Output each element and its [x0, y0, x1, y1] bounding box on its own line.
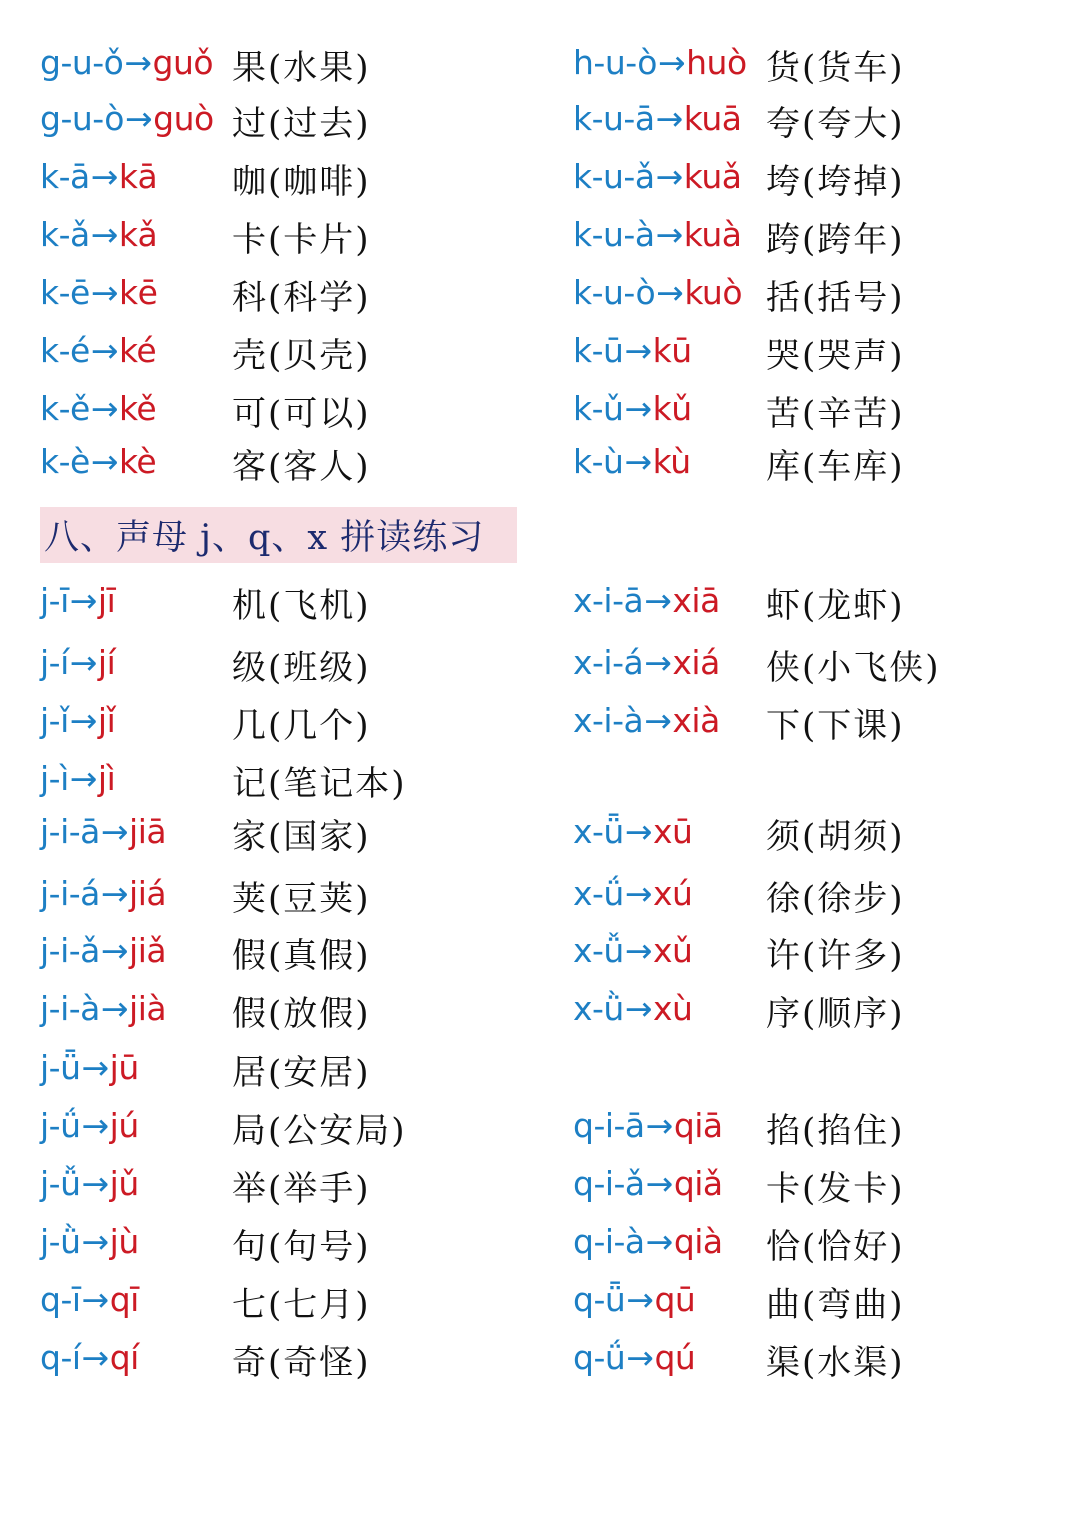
pinyin-spelling — [40, 1048, 139, 1087]
combined-syllable: kè — [118, 441, 157, 481]
combined-syllable: qiā — [673, 1105, 723, 1145]
combined-syllable: jī — [97, 580, 116, 620]
arrow-right-icon: → — [624, 330, 652, 370]
spelling-parts: q-ī — [40, 1279, 81, 1319]
pinyin-row — [573, 1212, 723, 1270]
arrow-right-icon: → — [624, 388, 652, 428]
character-word: 侠(小飞侠) — [766, 648, 941, 688]
pinyin-spelling — [40, 874, 166, 913]
arrow-right-icon: → — [624, 811, 653, 851]
spelling-parts: k-è — [40, 441, 90, 481]
pinyin-spelling — [573, 389, 692, 428]
pinyin-spelling — [573, 701, 720, 740]
combined-syllable: kǔ — [652, 388, 692, 428]
pinyin-spelling — [40, 701, 115, 740]
spelling-parts: j-ǖ — [40, 1047, 81, 1087]
arrow-right-icon: → — [626, 1337, 654, 1377]
pinyin-spelling — [573, 1338, 695, 1377]
combined-syllable: xū — [653, 811, 693, 851]
arrow-right-icon: → — [644, 580, 672, 620]
arrow-right-icon: → — [90, 272, 118, 312]
spelling-parts: q-í — [40, 1337, 81, 1377]
combined-syllable: guò — [153, 98, 214, 138]
character-word: 荚(豆荚) — [232, 879, 371, 919]
character-word: 家(国家) — [232, 817, 371, 857]
pinyin-row — [573, 1096, 723, 1154]
combined-syllable: qī — [109, 1279, 139, 1319]
character-word: 括(括号) — [766, 278, 905, 318]
pinyin-row — [40, 1328, 139, 1386]
character-word: 假(放假) — [232, 994, 371, 1034]
combined-syllable: xù — [653, 988, 693, 1028]
combined-syllable: xiā — [672, 580, 720, 620]
arrow-right-icon: → — [655, 156, 683, 196]
pinyin-spelling — [40, 931, 166, 970]
character-word: 过(过去) — [232, 104, 371, 144]
spelling-parts: k-u-à — [573, 214, 655, 254]
pinyin-spelling — [40, 643, 115, 682]
pinyin-row — [40, 89, 214, 147]
pinyin-row — [573, 379, 692, 437]
pinyin-row — [40, 432, 156, 490]
spelling-parts: j-ǚ — [40, 1163, 81, 1203]
spelling-parts: j-ì — [40, 758, 69, 798]
pinyin-row — [573, 691, 720, 749]
arrow-right-icon: → — [100, 930, 129, 970]
combined-syllable: kǎ — [118, 214, 158, 254]
character-word: 哭(哭声) — [766, 336, 905, 376]
pinyin-spelling — [40, 1280, 139, 1319]
pinyin-spelling — [573, 581, 720, 620]
pinyin-spelling — [573, 1280, 695, 1319]
pinyin-row — [573, 432, 691, 490]
spelling-parts: x-i-à — [573, 700, 644, 740]
section-heading — [40, 507, 517, 563]
pinyin-row — [573, 33, 747, 91]
pinyin-row — [573, 205, 741, 263]
character-word: 科(科学) — [232, 278, 371, 318]
character-word: 夸(夸大) — [766, 104, 905, 144]
pinyin-spelling — [573, 989, 692, 1028]
arrow-right-icon: → — [69, 642, 97, 682]
character-word: 客(客人) — [232, 447, 371, 487]
combined-syllable: jià — [129, 988, 167, 1028]
pinyin-spelling — [40, 1106, 139, 1145]
arrow-right-icon: → — [69, 580, 97, 620]
spelling-parts: x-ǚ — [573, 930, 624, 970]
combined-syllable: jiǎ — [129, 930, 167, 970]
character-word: 局(公安局) — [232, 1111, 407, 1151]
combined-syllable: guǒ — [152, 42, 214, 82]
spelling-parts: k-é — [40, 330, 90, 370]
character-word: 咖(咖啡) — [232, 162, 371, 202]
combined-syllable: jú — [109, 1105, 139, 1145]
arrow-right-icon: → — [644, 700, 672, 740]
pinyin-spelling — [573, 215, 741, 254]
character-word: 货(货车) — [766, 48, 905, 88]
arrow-right-icon: → — [81, 1279, 109, 1319]
character-word: 级(班级) — [232, 648, 371, 688]
pinyin-spelling — [573, 812, 692, 851]
pinyin-row — [573, 1154, 723, 1212]
character-word: 许(许多) — [766, 936, 905, 976]
pinyin-row — [40, 1270, 139, 1328]
pinyin-row — [573, 89, 741, 147]
character-word: 句(句号) — [232, 1227, 371, 1267]
spelling-parts: j-ǜ — [40, 1221, 81, 1261]
pinyin-spelling — [573, 99, 741, 138]
pinyin-spelling — [573, 442, 691, 481]
character-word: 徐(徐步) — [766, 879, 905, 919]
pinyin-row — [40, 633, 115, 691]
pinyin-spelling — [573, 643, 720, 682]
combined-syllable: qú — [654, 1337, 696, 1377]
arrow-right-icon: → — [655, 214, 683, 254]
character-word: 举(举手) — [232, 1169, 371, 1209]
arrow-right-icon: → — [69, 700, 97, 740]
arrow-right-icon: → — [90, 388, 118, 428]
pinyin-row — [40, 321, 156, 379]
arrow-right-icon: → — [124, 98, 153, 138]
arrow-right-icon: → — [655, 98, 683, 138]
combined-syllable: jǔ — [109, 1163, 139, 1203]
pinyin-row — [573, 633, 720, 691]
pinyin-row — [40, 979, 166, 1037]
pinyin-row — [573, 864, 692, 922]
character-word: 卡(卡片) — [232, 220, 371, 260]
pinyin-row — [40, 921, 166, 979]
spelling-parts: j-i-à — [40, 988, 100, 1028]
character-word: 居(安居) — [232, 1053, 371, 1093]
spelling-parts: k-ā — [40, 156, 90, 196]
spelling-parts: k-u-ā — [573, 98, 655, 138]
combined-syllable: kù — [652, 441, 691, 481]
pinyin-row — [573, 1328, 695, 1386]
arrow-right-icon: → — [100, 988, 129, 1028]
arrow-right-icon: → — [90, 214, 118, 254]
character-word: 渠(水渠) — [766, 1343, 905, 1383]
combined-syllable: jí — [97, 642, 116, 682]
pinyin-spelling — [40, 273, 157, 312]
arrow-right-icon: → — [81, 1047, 109, 1087]
combined-syllable: jì — [97, 758, 116, 798]
pinyin-row — [573, 571, 720, 629]
spelling-parts: j-i-ā — [40, 811, 100, 851]
pinyin-row — [40, 1038, 139, 1096]
pinyin-row — [40, 33, 213, 91]
pinyin-spelling — [40, 989, 166, 1028]
spelling-parts: x-ǘ — [573, 873, 624, 913]
combined-syllable: jù — [109, 1221, 139, 1261]
spelling-parts: g-u-ò — [40, 98, 124, 138]
combined-syllable: xǔ — [653, 930, 693, 970]
arrow-right-icon: → — [124, 42, 152, 82]
pinyin-spelling — [40, 43, 213, 82]
arrow-right-icon: → — [81, 1105, 109, 1145]
arrow-right-icon: → — [624, 930, 653, 970]
arrow-right-icon: → — [645, 1105, 673, 1145]
combined-syllable: jiá — [129, 873, 167, 913]
pinyin-row — [40, 749, 115, 807]
character-word: 苦(辛苦) — [766, 394, 905, 434]
spelling-parts: j-ǘ — [40, 1105, 81, 1145]
pinyin-row — [40, 1154, 139, 1212]
pinyin-spelling — [40, 1338, 139, 1377]
combined-syllable: kā — [118, 156, 158, 196]
character-word: 可(可以) — [232, 394, 371, 434]
arrow-right-icon: → — [100, 811, 129, 851]
spelling-parts: k-ǔ — [573, 388, 624, 428]
character-word: 记(笔记本) — [232, 764, 407, 804]
character-word: 假(真假) — [232, 936, 371, 976]
character-word: 几(几个) — [232, 706, 371, 746]
pinyin-spelling — [40, 442, 156, 481]
combined-syllable: kuǎ — [683, 156, 742, 196]
arrow-right-icon: → — [624, 441, 652, 481]
combined-syllable: jǐ — [97, 700, 116, 740]
character-word: 果(水果) — [232, 48, 371, 88]
pinyin-spelling — [573, 1164, 723, 1203]
spelling-parts: h-u-ò — [573, 42, 657, 82]
character-word: 库(车库) — [766, 447, 905, 487]
character-word: 掐(掐住) — [766, 1111, 905, 1151]
arrow-right-icon: → — [90, 156, 118, 196]
arrow-right-icon: → — [100, 873, 129, 913]
combined-syllable: kuò — [684, 272, 743, 312]
pinyin-spelling — [40, 581, 115, 620]
spelling-parts: x-ǖ — [573, 811, 624, 851]
pinyin-spelling — [40, 157, 157, 196]
arrow-right-icon: → — [624, 988, 653, 1028]
combined-syllable: kě — [118, 388, 157, 428]
pinyin-spelling — [40, 1222, 139, 1261]
arrow-right-icon: → — [81, 1337, 109, 1377]
pinyin-row — [573, 921, 692, 979]
spelling-parts: g-u-ǒ — [40, 42, 124, 82]
combined-syllable: xú — [653, 873, 693, 913]
pinyin-spelling — [40, 1164, 139, 1203]
spelling-parts: k-ē — [40, 272, 90, 312]
spelling-parts: x-i-ā — [573, 580, 644, 620]
pinyin-spelling — [573, 1222, 723, 1261]
combined-syllable: qià — [673, 1221, 723, 1261]
character-word: 垮(垮掉) — [766, 162, 905, 202]
character-word: 七(七月) — [232, 1285, 371, 1325]
pinyin-spelling — [40, 759, 115, 798]
character-word: 奇(奇怪) — [232, 1343, 371, 1383]
character-word: 须(胡须) — [766, 817, 905, 857]
arrow-right-icon: → — [657, 42, 686, 82]
arrow-right-icon: → — [626, 1279, 654, 1319]
spelling-parts: j-í — [40, 642, 69, 682]
pinyin-spelling — [573, 157, 741, 196]
pinyin-spelling — [573, 43, 747, 82]
pinyin-spelling — [40, 331, 156, 370]
combined-syllable: kuà — [683, 214, 742, 254]
arrow-right-icon: → — [644, 642, 672, 682]
pinyin-row — [573, 1270, 695, 1328]
spelling-parts: k-u-ǎ — [573, 156, 655, 196]
pinyin-spelling — [573, 1106, 723, 1145]
character-word: 虾(龙虾) — [766, 586, 905, 626]
pinyin-row — [573, 321, 692, 379]
arrow-right-icon: → — [656, 272, 684, 312]
pinyin-spelling — [40, 215, 157, 254]
pinyin-spelling — [573, 273, 742, 312]
character-word: 跨(跨年) — [766, 220, 905, 260]
pinyin-spelling — [40, 99, 214, 138]
spelling-parts: q-ǘ — [573, 1337, 626, 1377]
pinyin-row — [40, 379, 156, 437]
section-heading-text: 八、声母 j、q、x 拼读练习 — [44, 518, 485, 558]
arrow-right-icon: → — [624, 873, 653, 913]
character-word: 壳(贝壳) — [232, 336, 371, 376]
pinyin-spelling — [573, 931, 692, 970]
arrow-right-icon: → — [81, 1221, 109, 1261]
combined-syllable: qí — [109, 1337, 139, 1377]
character-word: 下(下课) — [766, 706, 905, 746]
pinyin-row — [573, 979, 692, 1037]
combined-syllable: xià — [672, 700, 720, 740]
arrow-right-icon: → — [90, 330, 118, 370]
spelling-parts: q-i-ǎ — [573, 1163, 645, 1203]
arrow-right-icon: → — [90, 441, 118, 481]
spelling-parts: k-ù — [573, 441, 624, 481]
arrow-right-icon: → — [81, 1163, 109, 1203]
combined-syllable: jiā — [129, 811, 167, 851]
pinyin-spelling — [573, 874, 692, 913]
character-word: 卡(发卡) — [766, 1169, 905, 1209]
spelling-parts: k-u-ò — [573, 272, 656, 312]
arrow-right-icon: → — [645, 1163, 673, 1203]
pinyin-row — [40, 205, 157, 263]
arrow-right-icon: → — [69, 758, 97, 798]
pinyin-row — [573, 263, 742, 321]
combined-syllable: qiǎ — [673, 1163, 723, 1203]
pinyin-row — [40, 1212, 139, 1270]
spelling-parts: j-ǐ — [40, 700, 69, 740]
pinyin-row — [40, 263, 157, 321]
pinyin-row — [40, 1096, 139, 1154]
combined-syllable: jū — [109, 1047, 139, 1087]
combined-syllable: kuā — [683, 98, 742, 138]
pinyin-row — [40, 571, 115, 629]
spelling-parts: k-ǎ — [40, 214, 90, 254]
arrow-right-icon: → — [645, 1221, 673, 1261]
spelling-parts: j-i-á — [40, 873, 100, 913]
combined-syllable: ké — [118, 330, 157, 370]
spelling-parts: k-ū — [573, 330, 624, 370]
spelling-parts: j-i-ǎ — [40, 930, 100, 970]
character-word: 恰(恰好) — [766, 1227, 905, 1267]
character-word: 曲(弯曲) — [766, 1285, 905, 1325]
spelling-parts: x-ǜ — [573, 988, 624, 1028]
spelling-parts: q-i-à — [573, 1221, 645, 1261]
combined-syllable: kū — [652, 330, 692, 370]
combined-syllable: huò — [686, 42, 747, 82]
pinyin-row — [573, 802, 692, 860]
pinyin-row — [40, 864, 166, 922]
combined-syllable: qū — [654, 1279, 696, 1319]
pinyin-row — [40, 691, 115, 749]
pinyin-row — [40, 147, 157, 205]
pinyin-row — [40, 802, 166, 860]
spelling-parts: q-ǖ — [573, 1279, 626, 1319]
spelling-parts: j-ī — [40, 580, 69, 620]
combined-syllable: xiá — [672, 642, 720, 682]
spelling-parts: x-i-á — [573, 642, 644, 682]
combined-syllable: kē — [118, 272, 158, 312]
spelling-parts: k-ě — [40, 388, 90, 428]
pinyin-spelling — [40, 812, 166, 851]
pinyin-spelling — [573, 331, 692, 370]
pinyin-spelling — [40, 389, 156, 428]
spelling-parts: q-i-ā — [573, 1105, 645, 1145]
pinyin-row — [573, 147, 741, 205]
character-word: 序(顺序) — [766, 994, 905, 1034]
character-word: 机(飞机) — [232, 586, 371, 626]
